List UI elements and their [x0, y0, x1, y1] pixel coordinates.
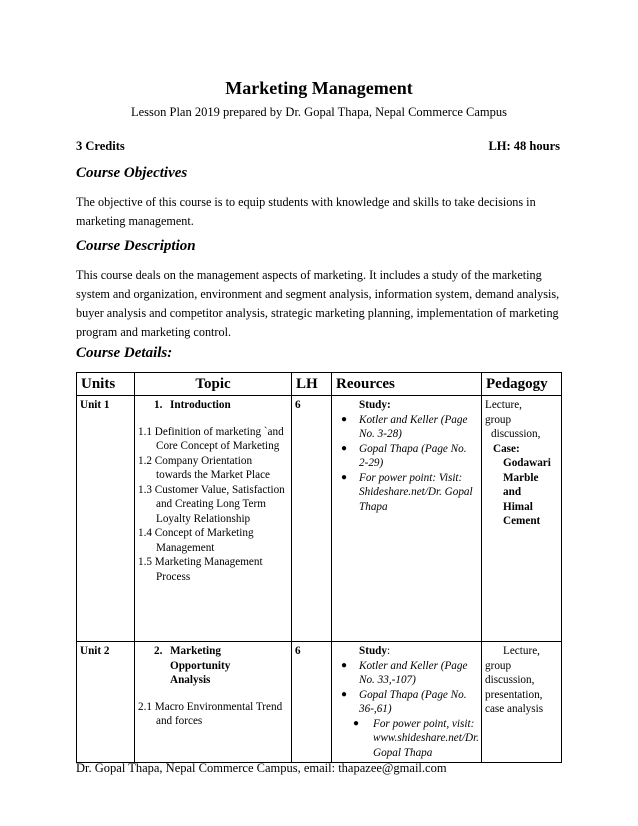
resource-item: ● Gopal Thapa (Page No. 36-,61): [341, 688, 467, 715]
topic-cell: [135, 396, 292, 642]
bullet-icon: ●: [341, 688, 348, 700]
pedagogy-line: case analysis: [485, 703, 544, 715]
study-label: Study:: [359, 645, 391, 657]
table-row: [77, 642, 562, 763]
description-heading: Course Description: [76, 238, 196, 254]
subtopic: 1.1 Definition of marketing `and Core Concept of Marketing: [138, 425, 284, 452]
header-topic: Topic: [135, 373, 292, 396]
topic-cell: [135, 642, 292, 763]
header-units: Units: [77, 373, 135, 396]
bullet-icon: ●: [341, 659, 348, 671]
case-label: Case:: [493, 442, 520, 455]
bullet-icon: ●: [341, 471, 348, 483]
pedagogy-line: discussion,: [491, 428, 541, 440]
case-name: Cement: [503, 515, 541, 527]
pedagogy-line: group: [485, 413, 512, 426]
pedagogy-cell: [482, 396, 562, 642]
course-details-table: [76, 372, 562, 763]
subtopic-list: [138, 425, 288, 585]
subtopic: 2.1 Macro Environmental Trend and forces: [138, 700, 283, 727]
case-name: Godawari: [503, 457, 551, 469]
pedagogy-line: presentation,: [485, 688, 543, 701]
pedagogy-line: Lecture,: [485, 399, 522, 411]
credits-row: [76, 139, 560, 154]
subtopic: 1.2 Company Orientation towards the Market Place: [138, 454, 271, 481]
bullet-icon: ●: [341, 413, 348, 425]
subtopic-list: [138, 700, 288, 729]
hours-label: LH: 48 hours: [488, 139, 560, 153]
pedagogy-line: group: [485, 659, 512, 672]
subtopic: 1.5 Marketing Management Process: [138, 556, 263, 583]
resource-item: ● Kotler and Keller (Page No. 33,-107): [341, 659, 468, 686]
study-label: Study:: [359, 399, 391, 411]
pedagogy-line: Lecture,: [503, 645, 540, 657]
table-header-row: [77, 373, 562, 396]
credits-label: 3 Credits: [76, 139, 125, 153]
objectives-heading: Course Objectives: [76, 165, 188, 181]
page-footer: Dr. Gopal Thapa, Nepal Commerce Campus, email: thapazee@gmail.com: [76, 761, 447, 775]
case-name: Himal: [503, 500, 533, 513]
unit-cell: Unit 2: [77, 642, 135, 763]
bullet-icon: ●: [353, 717, 360, 729]
topic-heading: 2. Marketing Opportunity Analysis: [154, 645, 231, 686]
lh-cell: 6: [292, 396, 332, 642]
bullet-icon: ●: [341, 442, 348, 454]
pedagogy-line: discussion,: [485, 674, 535, 686]
header-pedagogy: Pedagogy: [482, 373, 562, 396]
subtopic: 1.4 Concept of Marketing Management: [138, 527, 254, 554]
lh-cell: 6: [292, 642, 332, 763]
topic-heading: 1. Introduction: [154, 399, 231, 411]
resource-item: ● Kotler and Keller (Page No. 3-28): [341, 413, 468, 440]
pedagogy-cell: [482, 642, 562, 763]
case-name: Marble: [503, 471, 539, 484]
description-text: This course deals on the management aspects of marketing. It includes a study of the marketing system and organization, environment and segment analysis, information system, demand analysis, buyer analysis and competitor analysis, strategic marketing planning, implementation of marketing program and marketing control.: [76, 268, 560, 339]
table-row: [77, 396, 562, 642]
header-lh: LH: [292, 373, 332, 396]
resource-item: ● For power point, visit: www.shideshare.net/Dr. Gopal Thapa: [353, 717, 479, 759]
resource-item: ● For power point: Visit: Shideshare.net/Dr. Gopal Thapa: [341, 471, 473, 513]
resource-item: ● Gopal Thapa (Page No. 2-29): [341, 442, 467, 469]
header-resources: Reources: [332, 373, 482, 396]
details-heading: Course Details:: [76, 345, 173, 361]
document-title: Marketing Management: [225, 78, 413, 98]
subtopic: 1.3 Customer Value, Satisfaction and Creating Long Term Loyalty Relationship: [138, 483, 285, 525]
resources-cell: [332, 396, 482, 642]
resources-cell: [332, 642, 482, 763]
unit-cell: Unit 1: [77, 396, 135, 642]
case-name: and: [503, 486, 522, 498]
objectives-text: The objective of this course is to equip students with knowledge and skills to take decisions in marketing management.: [76, 195, 536, 228]
document-subtitle: Lesson Plan 2019 prepared by Dr. Gopal Thapa, Nepal Commerce Campus: [130, 105, 508, 119]
